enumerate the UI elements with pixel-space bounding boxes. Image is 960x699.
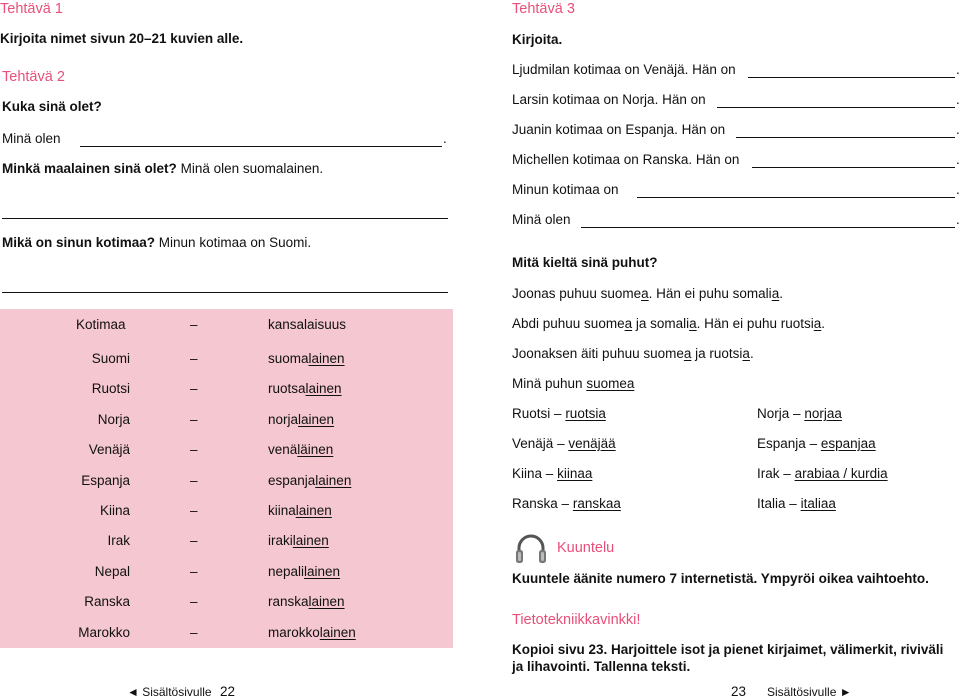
task3-sentence: Larsin kotimaa on Norja. Hän on: [512, 92, 706, 107]
table-cell-nationality: nepalilainen: [268, 563, 341, 579]
table-cell-country: Nepal: [94, 563, 130, 579]
task3-instruction: Kirjoita.: [512, 32, 563, 47]
task2-title: Tehtävä 2: [2, 69, 65, 85]
period: .: [956, 62, 960, 77]
table-header-country: Kotimaa: [76, 317, 126, 332]
answer-blank-line: [2, 218, 448, 219]
answer-blank-line: [637, 197, 955, 198]
answer-blank-line: [2, 292, 448, 293]
table-header-nationality: kansalaisuus: [268, 317, 347, 332]
table-cell-dash: –: [190, 442, 198, 458]
table-header-dash: –: [190, 317, 198, 332]
table-cell-dash: –: [190, 533, 198, 549]
nationality-table: [0, 309, 453, 648]
task2-question-1: Kuka sinä olet?: [2, 99, 102, 114]
task2-question-3: Mikä on sinun kotimaa?: [2, 235, 156, 250]
language-pair: Ruotsi – ruotsia: [512, 406, 606, 421]
table-cell-dash: –: [190, 563, 198, 579]
table-cell-dash: –: [190, 411, 198, 427]
period: .: [956, 212, 960, 227]
language-pair: Irak – arabiaa / kurdia: [757, 466, 888, 481]
answer-blank-line: [752, 167, 955, 168]
period: .: [956, 182, 960, 197]
table-cell-nationality: irakilainen: [268, 533, 329, 549]
nav-link-contents-right[interactable]: Sisältösivulle ►: [767, 685, 852, 699]
language-pair: Norja – norjaa: [757, 406, 842, 421]
tech-tip-title: Tietotekniikkavinkki!: [512, 612, 641, 628]
table-cell-nationality: ruotsalainen: [268, 381, 342, 397]
table-cell-nationality: venäläinen: [268, 442, 334, 458]
headphones-icon: [513, 531, 549, 567]
language-sentence-4: Minä puhun suomea: [512, 376, 635, 391]
table-cell-country: Venäjä: [88, 442, 130, 458]
task2-question-2: Minkä maalainen sinä olet?: [2, 161, 177, 176]
listening-title: Kuuntelu: [557, 540, 615, 556]
task3-sentence: Ljudmilan kotimaa on Venäjä. Hän on: [512, 62, 736, 77]
table-cell-nationality: suomalainen: [268, 351, 345, 366]
language-pair: Venäjä – venäjää: [512, 436, 616, 451]
table-cell-dash: –: [190, 503, 198, 518]
task3-title: Tehtävä 3: [512, 1, 575, 17]
language-sentence-3: Joonaksen äiti puhuu suomea ja ruotsia.: [512, 346, 754, 361]
table-cell-dash: –: [190, 351, 198, 366]
answer-blank-line: [717, 107, 955, 108]
answer-blank-line: [581, 227, 955, 228]
table-cell-dash: –: [190, 594, 198, 610]
task3-sentence: Minun kotimaa on: [512, 182, 619, 197]
period: .: [956, 152, 960, 167]
task3-sentence: Juanin kotimaa on Espanja. Hän on: [512, 122, 726, 137]
language-pair: Espanja – espanjaa: [757, 436, 876, 451]
table-cell-nationality: kiinalainen: [268, 503, 332, 518]
table-cell-country: Marokko: [78, 624, 130, 640]
page-number-left: 22: [220, 684, 236, 699]
language-pair: Italia – italiaa: [757, 496, 836, 511]
answer-blank-line: [748, 77, 955, 78]
table-cell-country: Kiina: [99, 503, 130, 518]
table-cell-country: Ruotsi: [91, 381, 130, 397]
task3-sentence: Minä olen: [512, 212, 571, 227]
task2-answer-3: Minun kotimaa on Suomi.: [158, 235, 312, 250]
nav-link-contents-left[interactable]: ◄ Sisältösivulle: [127, 685, 212, 699]
table-cell-dash: –: [190, 381, 198, 397]
table-cell-country: Suomi: [91, 351, 130, 366]
table-cell-dash: –: [190, 624, 198, 640]
table-cell-country: Espanja: [81, 472, 130, 488]
answer-blank-line: [80, 146, 442, 147]
task2-question-3-line: [2, 235, 311, 250]
table-cell-nationality: ranskalainen: [268, 594, 345, 610]
language-sentence-1: Joonas puhuu suomea. Hän ei puhu somalia.: [512, 286, 783, 301]
page-number-right: 23: [731, 684, 747, 699]
task2-answer-1-prefix: Minä olen: [2, 131, 61, 146]
table-cell-country: Irak: [107, 533, 130, 549]
language-pair: Kiina – kiinaa: [512, 466, 593, 481]
language-sentence-2: Abdi puhuu suomea ja somalia. Hän ei puhu ruotsia.: [512, 316, 826, 331]
table-cell-country: Norja: [97, 411, 130, 427]
period: .: [443, 131, 447, 146]
table-cell-dash: –: [190, 472, 198, 488]
task3-sentence: Michellen kotimaa on Ranska. Hän on: [512, 152, 740, 167]
answer-blank-line: [736, 137, 955, 138]
period: .: [956, 122, 960, 137]
table-cell-country: Ranska: [84, 594, 130, 610]
listening-text: Kuuntele äänite numero 7 internetistä. Ympyröi oikea vaihtoehto.: [512, 571, 929, 586]
task2-question-2-line: [2, 161, 323, 176]
tech-tip-line-2: ja lihavointi. Tallenna teksti.: [512, 659, 691, 674]
period: .: [956, 92, 960, 107]
language-pair: Ranska – ranskaa: [512, 496, 621, 511]
task2-answer-2: Minä olen suomalainen.: [180, 161, 324, 176]
task1-title: Tehtävä 1: [0, 1, 63, 17]
tech-tip-line-1: Kopioi sivu 23. Harjoittele isot ja pienet kirjaimet, välimerkit, riviväli: [512, 642, 944, 657]
table-cell-nationality: norjalainen: [268, 411, 335, 427]
table-cell-nationality: espanjalainen: [268, 472, 352, 488]
languages-question: Mitä kieltä sinä puhut?: [512, 255, 658, 270]
task1-instruction: Kirjoita nimet sivun 20–21 kuvien alle.: [0, 31, 244, 46]
table-cell-nationality: marokkolainen: [268, 624, 356, 640]
